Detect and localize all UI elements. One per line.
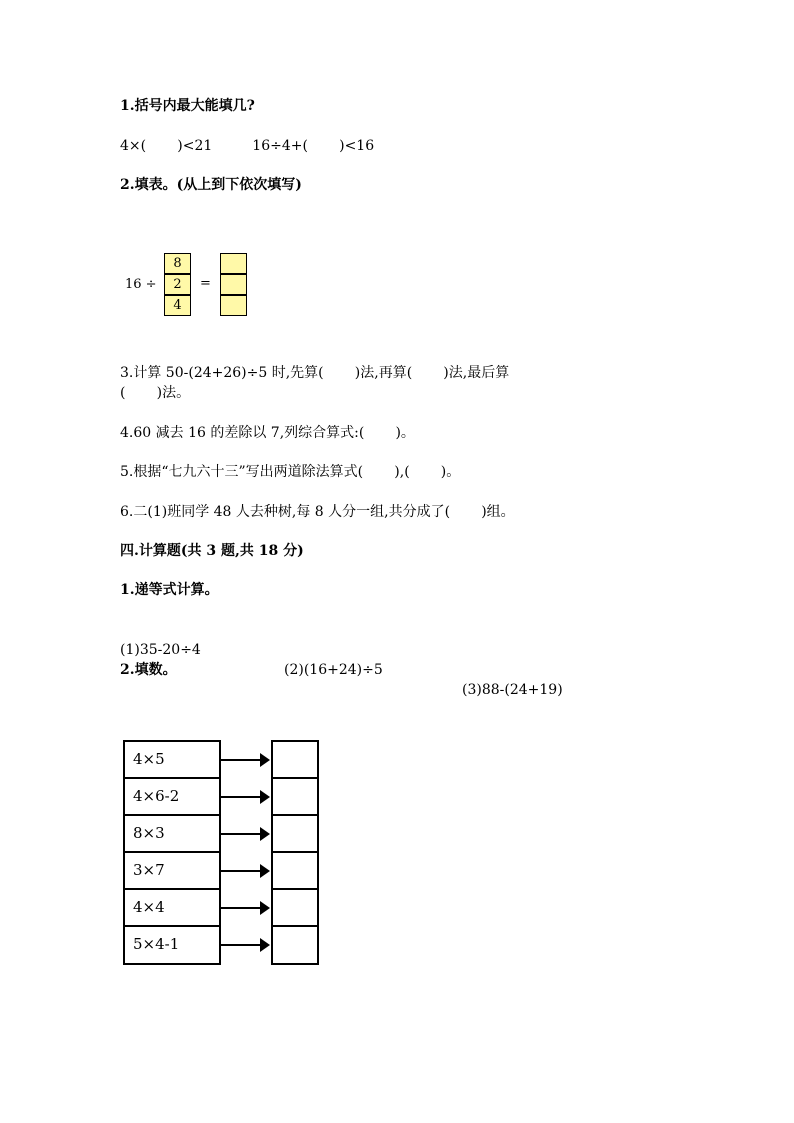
arrow-2	[221, 796, 268, 798]
fill-expr-6: 5×4-1	[123, 925, 221, 965]
q2-answer-cell-1[interactable]	[220, 253, 247, 274]
fill-expr-1: 4×5	[123, 740, 221, 779]
fill-answer-3[interactable]	[271, 814, 319, 853]
q5-text: 5.根据“七九六十三”写出两道除法算式( ),( )。	[120, 464, 461, 480]
fill-answer-4[interactable]	[271, 851, 319, 890]
calc-item-2: (2)(16+24)÷5	[284, 662, 383, 678]
fill-answer-1[interactable]	[271, 740, 319, 779]
q1-title: 1.括号内最大能填几?	[120, 98, 255, 114]
arrow-3	[221, 833, 268, 835]
q3-line1: 3.计算 50-(24+26)÷5 时,先算( )法,再算( )法,最后算	[120, 365, 510, 381]
fill-answer-5[interactable]	[271, 888, 319, 927]
q2-title: 2.填表。(从上到下依次填写)	[120, 177, 302, 193]
fill-answer-2[interactable]	[271, 777, 319, 816]
q6-text: 6.二(1)班同学 48 人去种树,每 8 人分一组,共分成了( )组。	[120, 504, 515, 520]
q1-expressions: 4×( )<21 16÷4+( )<16	[120, 138, 375, 154]
q2-dividend-cell-1: 8	[164, 253, 191, 274]
fill-expr-5: 4×4	[123, 888, 221, 927]
arrow-4	[221, 870, 268, 872]
calc-title: 1.递等式计算。	[120, 582, 219, 598]
fill-expr-4: 3×7	[123, 851, 221, 890]
fill-answer-6[interactable]	[271, 925, 319, 965]
arrow-1	[221, 759, 268, 761]
q2-dividend-cell-2: 2	[164, 274, 191, 295]
calc-item-1: (1)35-20÷4	[120, 642, 201, 658]
q4-text: 4.60 减去 16 的差除以 7,列综合算式:( )。	[120, 425, 415, 441]
arrow-5	[221, 907, 268, 909]
arrow-6	[221, 944, 268, 946]
fill-expr-2: 4×6-2	[123, 777, 221, 816]
fill-title: 2.填数。	[120, 662, 177, 678]
fill-expr-3: 8×3	[123, 814, 221, 853]
q2-answer-cell-3[interactable]	[220, 295, 247, 316]
q2-prefix: 16 ÷	[125, 277, 157, 292]
section4-title: 四.计算题(共 3 题,共 18 分)	[120, 543, 304, 559]
q2-dividend-cell-3: 4	[164, 295, 191, 316]
q3-line2: ( )法。	[120, 385, 191, 401]
calc-item-3: (3)88-(24+19)	[462, 682, 563, 698]
q2-equals: =	[200, 276, 211, 291]
q2-answer-cell-2[interactable]	[220, 274, 247, 295]
